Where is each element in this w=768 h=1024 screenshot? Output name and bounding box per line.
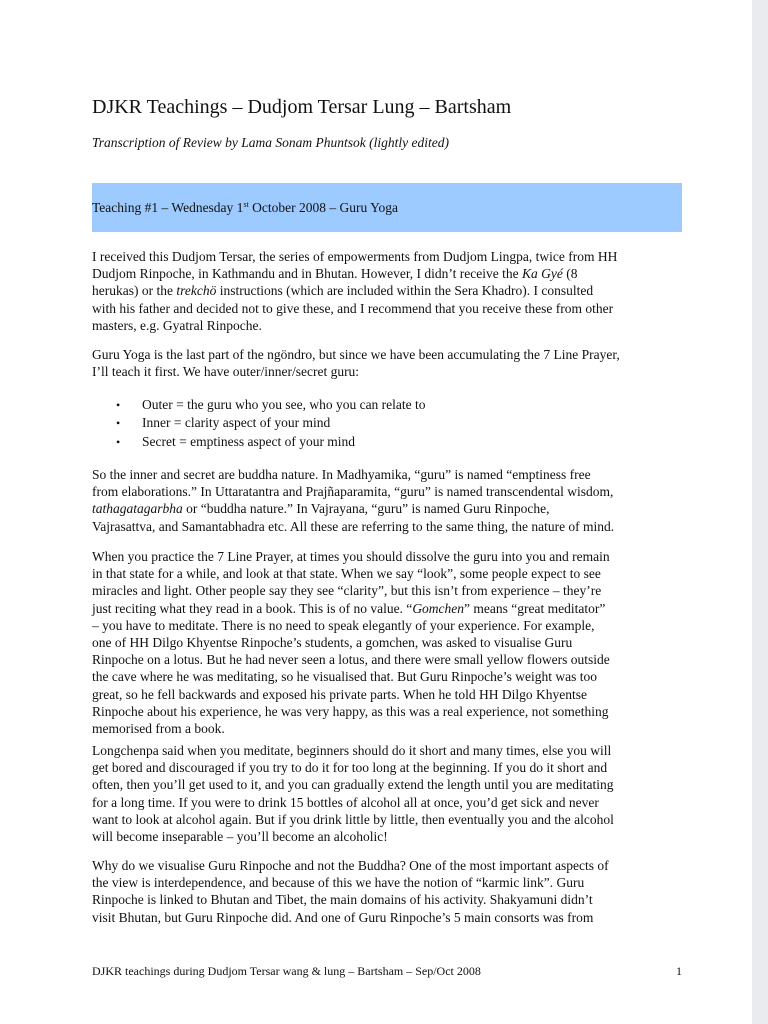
teaching-heading-text-end: October 2008 – Guru Yoga (248, 200, 399, 215)
paragraph-1 (92, 248, 692, 334)
paragraph-line (92, 500, 692, 517)
text-run: ” means “great meditator” (464, 600, 606, 616)
paragraph-line: miracles and light. Other people say they see “clarity”, but this isn’t from experience – they’re (92, 583, 602, 599)
text-run: herukas) or the (92, 283, 177, 299)
paragraph-line: Longchenpa said when you meditate, beginners should do it short and many times, else you will (92, 743, 612, 758)
guru-aspects-list (92, 396, 426, 451)
paragraph-4 (92, 548, 692, 737)
paragraph-6 (92, 857, 692, 926)
paragraph-line: from elaborations.” In Uttaratantra and Prajñaparamita, “guru” is named transcendental wisdom, (92, 484, 614, 500)
document-title: DJKR Teachings – Dudjom Tersar Lung – Bartsham (92, 96, 512, 118)
teaching-heading (92, 200, 398, 216)
viewer-scrollbar[interactable] (752, 0, 768, 1024)
italic-term: Gomchen (412, 600, 465, 616)
list-item-text: Outer = the guru who you see, who you can relate to (142, 397, 426, 412)
italic-term: tathagatagarbha (92, 501, 183, 517)
bullet-icon: • (116, 416, 121, 431)
page-number: 1 (676, 964, 682, 978)
paragraph-line: visit Bhutan, but Guru Rinpoche did. And one of Guru Rinpoche’s 5 main consorts was from (92, 909, 594, 925)
text-run: just reciting what they read in a book. This is of no value. “ (92, 600, 413, 616)
paragraph-line: Rinpoche on a lotus. But he had never seen a lotus, and there were small yellow flowers outside (92, 652, 610, 668)
paragraph-line: with his father and decided not to give these, and I recommend that you receive these from other (92, 300, 614, 316)
teaching-heading-text: Teaching #1 – Wednesday 1 (92, 200, 244, 215)
text-run: (8 (562, 266, 578, 282)
paragraph-line (92, 600, 692, 617)
list-item (92, 433, 426, 451)
paragraph-5 (92, 742, 692, 845)
paragraph-line (92, 282, 692, 299)
paragraph-line: memorised from a book. (92, 721, 225, 737)
paragraph-line: Guru Yoga is the last part of the ngöndro, but since we have been accumulating the 7 Line Prayer, (92, 347, 620, 362)
paragraph-line: I received this Dudjom Tersar, the series of empowerments from Dudjom Lingpa, twice from HH (92, 249, 618, 264)
paragraph-line: get bored and discouraged if you try to do it for too long at the beginning. If you do it short and (92, 760, 608, 776)
bullet-icon: • (116, 398, 121, 412)
list-item-text: Secret = emptiness aspect of your mind (142, 433, 356, 449)
paragraph-line: Vajrasattva, and Samantabhadra etc. All these are referring to the same thing, the nature of mind. (92, 518, 615, 534)
list-item (92, 414, 426, 432)
list-item (92, 396, 426, 414)
page-footer: DJKR teachings during Dudjom Tersar wang & lung – Bartsham – Sep/Oct 2008 (92, 964, 481, 978)
paragraph-line: Why do we visualise Guru Rinpoche and not the Buddha? One of the most important aspects of (92, 858, 609, 873)
text-run: or “buddha nature.” In Vajrayana, “guru” is named Guru Rinpoche, (182, 501, 550, 517)
italic-term: trekchö (176, 283, 217, 299)
document-subtitle: Transcription of Review by Lama Sonam Phuntsok (lightly edited) (92, 135, 449, 150)
paragraph-line (92, 265, 692, 282)
paragraph-line: So the inner and secret are buddha nature. In Madhyamika, “guru” is named “emptiness free (92, 467, 591, 482)
paragraph-line: Rinpoche is linked to Bhutan and Tibet, the main domains of his activity. Shakyamuni didn’t (92, 892, 593, 908)
paragraph-3 (92, 466, 692, 535)
paragraph-line: in that state for a while, and look at that state. When we say “look”, some people expect to see (92, 566, 601, 582)
paragraph-line: I’ll teach it first. We have outer/inner/secret guru: (92, 364, 360, 380)
italic-term: Ka Gyé (521, 266, 563, 282)
paragraph-line: – you have to meditate. There is no need to speak elegantly of your experience. For example, (92, 617, 595, 633)
paragraph-line: one of HH Dilgo Khyentse Rinpoche’s students, a gomchen, was asked to visualise Guru (92, 635, 573, 651)
bullet-icon: • (116, 434, 121, 449)
text-run: Dudjom Rinpoche, in Kathmandu and in Bhutan. However, I didn’t receive the (92, 266, 522, 282)
paragraph-line: great, so he fell backwards and exposed his private parts. When he told HH Dilgo Khyentse (92, 686, 587, 702)
paragraph-line: the view is interdependence, and because of this we have the notion of “karmic link”. Guru (92, 875, 585, 891)
paragraph-line: will become inseparable – you’ll become an alcoholic! (92, 829, 388, 845)
text-run: instructions (which are included within the Sera Khadro). I consulted (216, 283, 594, 299)
teaching-heading-superscript: st (243, 200, 249, 209)
list-item-text: Inner = clarity aspect of your mind (142, 415, 331, 431)
paragraph-line: for a long time. If you were to drink 15 bottles of alcohol all at once, you’d get sick and never (92, 794, 599, 810)
paragraph-2 (92, 346, 692, 380)
paragraph-line: want to look at alcohol again. But if you drink little by little, then eventually you and the alcohol (92, 811, 614, 827)
paragraph-line: When you practice the 7 Line Prayer, at times you should dissolve the guru into you and remain (92, 549, 610, 564)
paragraph-line: masters, e.g. Gyatral Rinpoche. (92, 317, 262, 333)
paragraph-line: the cave where he was meditating, so he visualised that. But Guru Rinpoche’s weight was too (92, 669, 598, 685)
paragraph-line: Rinpoche about his experience, he was very happy, as this was a real experience, not something (92, 703, 609, 719)
paragraph-line: often, then you’ll get used to it, and you can gradually extend the length until you are meditating (92, 777, 614, 793)
